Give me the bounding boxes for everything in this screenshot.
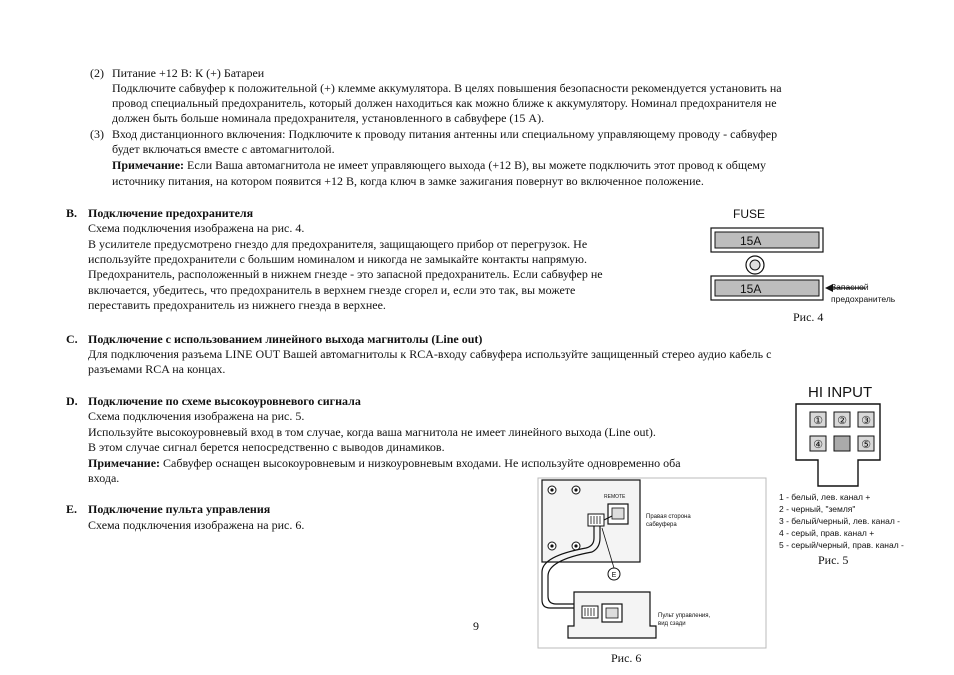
item3-note-line-2: источнику питания, на котором появится +12 В, когда ключ в замке зажигания повернут во включенное положение. xyxy=(112,174,704,188)
section-d-note-line-2: входа. xyxy=(88,471,120,485)
item3-number: (3) xyxy=(90,127,104,141)
item3-note-text: Если Ваша автомагнитола не имеет управляющего выхода (+12 В), вы можете подключить этот провод к общему xyxy=(184,158,767,172)
fuse-title: FUSE xyxy=(733,207,766,221)
section-d-letter: D. xyxy=(66,394,78,408)
item3-note xyxy=(112,158,766,173)
section-d-line-3: В этом случае сигнал берется непосредственно с выводов динамиков. xyxy=(88,440,445,454)
subwoofer-side-label-2: сабвуфера xyxy=(646,522,677,528)
fuse-diagram xyxy=(705,204,915,306)
pin-3-label: ③ xyxy=(861,414,871,427)
fuse-top-rating: 15A xyxy=(740,234,762,248)
section-d-line-2: Используйте высокоуровневый вход в том случае, когда ваша магнитола не имеет линейного выхода (Line out). xyxy=(88,425,656,439)
fig4-caption: Рис. 4 xyxy=(793,310,824,324)
hi-input-legend-1: 1 - белый, лев. канал + xyxy=(779,492,871,502)
pin-key xyxy=(834,436,850,451)
pin-1-label: ① xyxy=(813,414,823,427)
section-c-line-2: разъемами RCA на концах. xyxy=(88,362,226,376)
section-d-line-1: Схема подключения изображена на рис. 5. xyxy=(88,409,305,423)
subwoofer-side-label-1: Правая сторона xyxy=(646,514,691,520)
remote-plug-icon xyxy=(582,606,598,618)
plug-icon xyxy=(588,514,604,526)
item3-line-1: Вход дистанционного включения: Подключите к проводу питания антенны или специальному управляющему проводу - сабвуфер xyxy=(112,127,778,141)
fuse-bottom xyxy=(715,280,819,296)
pin-4-label: ④ xyxy=(813,438,823,451)
hi-input-title: HI INPUT xyxy=(808,384,873,401)
section-c-title: Подключение с использованием линейного выхода магнитолы (Line out) xyxy=(88,332,483,346)
section-c-line-1: Для подключения разъема LINE OUT Вашей автомагнитолы к RCA-входу сабвуфера используйте защищенный стерео аудио кабель с xyxy=(88,347,772,361)
section-d-note-label: Примечание: xyxy=(88,456,161,470)
item2-line-3: должен быть больше номинала предохранителя, установленного в сабвуфере (15 А). xyxy=(112,111,545,125)
section-b-line-3: используйте предохранители с большим номиналом и никогда не замыкайте контакты напрямую. xyxy=(88,252,588,266)
marker-e-label: E xyxy=(611,572,617,579)
fuse-bottom-rating: 15A xyxy=(740,282,762,296)
section-c-letter: C. xyxy=(66,332,78,346)
page-number: 9 xyxy=(473,619,479,633)
spare-label-1: Запасной xyxy=(831,282,869,292)
pin-2-label: ② xyxy=(837,414,847,427)
fig6-caption: Рис. 6 xyxy=(611,651,642,665)
hi-input-legend-4: 4 - серый, прав. канал + xyxy=(779,528,875,538)
section-e-title: Подключение пульта управления xyxy=(88,502,271,516)
spare-label-2: предохранитель xyxy=(831,294,896,304)
section-d-title: Подключение по схеме высокоуровневого сигнала xyxy=(88,394,361,408)
section-b-title: Подключение предохранителя xyxy=(88,206,254,220)
remote-back-label-2: вид сзади xyxy=(658,621,686,627)
section-e-letter: E. xyxy=(66,502,78,516)
hi-input-legend-2: 2 - черный, "земля" xyxy=(779,504,856,514)
hi-input-legend-3: 3 - белый/черный, лев. канал - xyxy=(779,516,900,526)
item3-line-2: будет включаться вместе с автомагнитолой. xyxy=(112,142,335,156)
remote-back-label-1: Пульт управления, xyxy=(658,613,711,619)
item2-line-2: провод специальный предохранитель, который должен находиться как можно ближе к аккумулятору. Номинал предохранителя не xyxy=(112,96,777,110)
section-d-note xyxy=(88,456,681,471)
item2-title: Питание +12 В: К (+) Батареи xyxy=(112,66,265,80)
item2-number: (2) xyxy=(90,66,104,80)
section-d-note-text: Сабвуфер оснащен высокоуровневым и низкоуровневым входами. Не используйте одновременно оба xyxy=(160,456,681,470)
section-b-line-5: включается, убедитесь, что предохранитель в верхнем гнезде сгорел и, если это так, вы можете xyxy=(88,283,576,297)
section-b-letter: B. xyxy=(66,206,78,220)
hi-input-legend-5: 5 - серый/черный, прав. канал - xyxy=(779,540,904,550)
fuse-screw-inner xyxy=(750,260,760,270)
item3-note-label: Примечание: xyxy=(112,158,185,172)
hi-input-diagram xyxy=(776,380,936,562)
section-b-line-6: переставить предохранитель из нижнего гнезда в верхнее. xyxy=(88,298,386,312)
section-e-line-1: Схема подключения изображена на рис. 6. xyxy=(88,518,305,532)
item2-line-1: Подключите сабвуфер к положительной (+) клемме аккумулятора. В целях повышения безопасности рекомендуется установить на xyxy=(112,81,782,95)
pin-5-label: ⑤ xyxy=(861,438,871,451)
section-b-line-2: В усилителе предусмотрено гнездо для предохранителя, защищающего прибор от перегрузок. Не xyxy=(88,237,588,251)
remote-port-label: REMOTE xyxy=(604,494,626,500)
remote-diagram xyxy=(536,476,768,650)
fuse-top xyxy=(715,232,819,248)
fig5-caption: Рис. 5 xyxy=(818,553,849,567)
section-b-line-4: Предохранитель, расположенный в нижнем гнезде - это запасной предохранитель. Если сабвуфер не xyxy=(88,267,603,281)
section-b-line-1: Схема подключения изображена на рис. 4. xyxy=(88,221,305,235)
